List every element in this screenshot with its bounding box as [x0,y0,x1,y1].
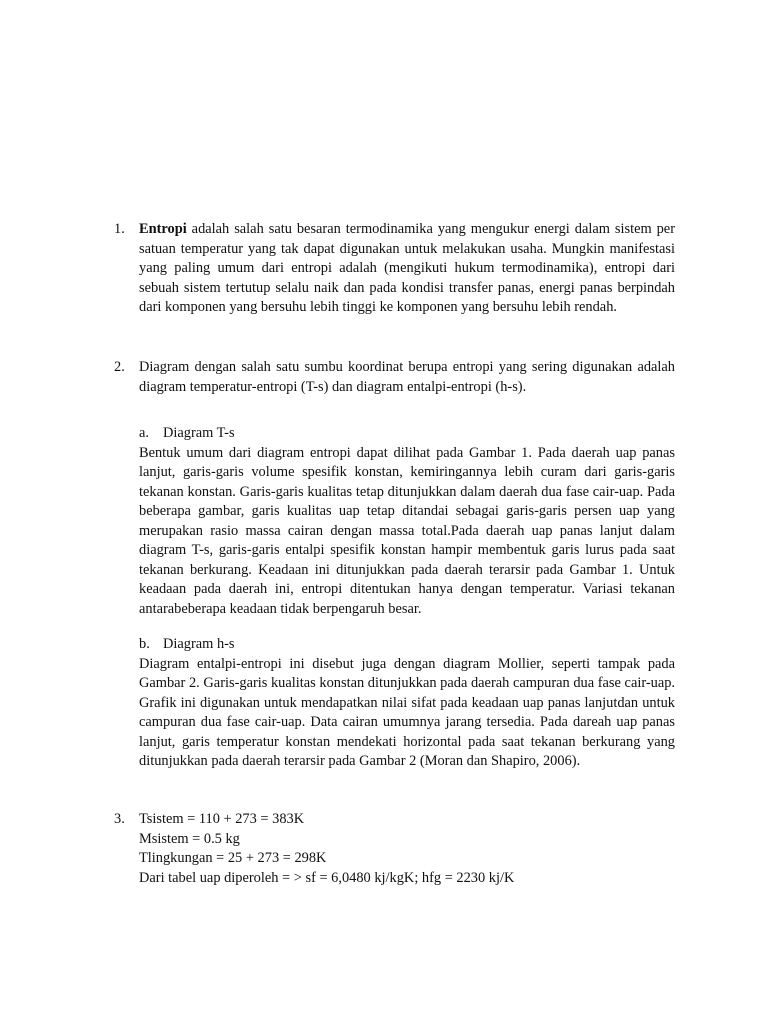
term-entropi: Entropi [139,221,187,237]
item-3-body [139,810,675,888]
calc-line: Tlingkungan = 25 + 273 = 298K [139,850,327,866]
subsection-b [114,635,675,772]
subsection-b-text: Diagram entalpi-entropi ini disebut juga dengan diagram Mollier, seperti tampak pada Gambar 2. Garis-garis kualitas konstan ditunjukkan pada daerah campuran dua fase cair-uap. Grafik ini digunakan untuk mendapatkan nilai sifat pada keadaan uap panas lanjutdan untuk campuran dua fase cair-uap. Data cairan umumnya jarang tersedia. Pada dareah uap panas lanjut, garis temperatur konstan mendekati horizontal pada saat tekanan berkurang yang ditunjukkan pada daerah terarsir pada Gambar 2 (Moran dan Shapiro, 2006). [139,655,675,769]
subsection-title: Diagram T-s [163,425,235,441]
list-number: 3. [114,811,125,827]
calc-line: Tsistem = 110 + 273 = 383K [139,811,305,827]
list-number: 1. [114,221,125,237]
list-item-3 [114,810,675,888]
item-1-text: adalah salah satu besaran termodinamika yang mengukur energi dalam sistem per satuan temperatur yang tak dapat digunakan untuk melakukan usaha. Mungkin manifestasi yang paling umum dari entropi adalah (mengikuti hukum termodinamika), entropi dari sebuah sistem tertutup selalu naik dan pada kondisi transfer panas, energi panas berpindah dari komponen yang bersuhu lebih tinggi ke komponen yang bersuhu lebih rendah. [139,221,675,315]
subsection-heading [139,424,675,444]
list-item-2 [114,358,675,397]
item-2-body [139,358,675,397]
subsection-a-text: Bentuk umum dari diagram entropi dapat dilihat pada Gambar 1. Pada daerah uap panas lanjut, garis-garis volume spesifik konstan, kemiringannya lebih curam dari garis-garis tekanan konstan. Garis-garis kualitas tetap ditunjukkan dalam daerah dua fase cair-uap. Pada beberapa gambar, garis kualitas uap tetap ditandai sebagai garis-garis persen uap yang merupakan rasio massa cairan dengan massa total.Pada daerah uap panas lanjut dalam diagram T-s, garis-garis entalpi spesifik konstan hampir membentuk garis lurus pada saat tekanan berkurang. Keadaan ini ditunjukkan pada daerah terarsir pada Gambar 1. Untuk keadaan pada daerah ini, entropi ditentukan hanya dengan temperatur. Variasi tekanan antarabeberapa keadaan tidak berpengaruh besar. [139,444,675,617]
list-number: 2. [114,359,125,375]
subsection-title: Diagram h-s [163,636,235,652]
calc-line: Msistem = 0.5 kg [139,830,240,847]
calc-line: Dari tabel uap diperoleh = > sf = 6,0480 kj/kgK; hfg = 2230 kj/K [139,869,515,886]
item-2-intro: Diagram dengan salah satu sumbu koordinat berupa entropi yang sering digunakan adalah diagram temperatur-entropi (T-s) dan diagram entalpi-entropi (h-s). [139,359,675,395]
subsection-heading [139,635,675,655]
subsection-letter: b. [139,636,150,652]
item-1-body [139,220,675,318]
list-item-1 [114,220,675,318]
subsection-letter: a. [139,425,149,441]
subsection-a [114,424,675,619]
